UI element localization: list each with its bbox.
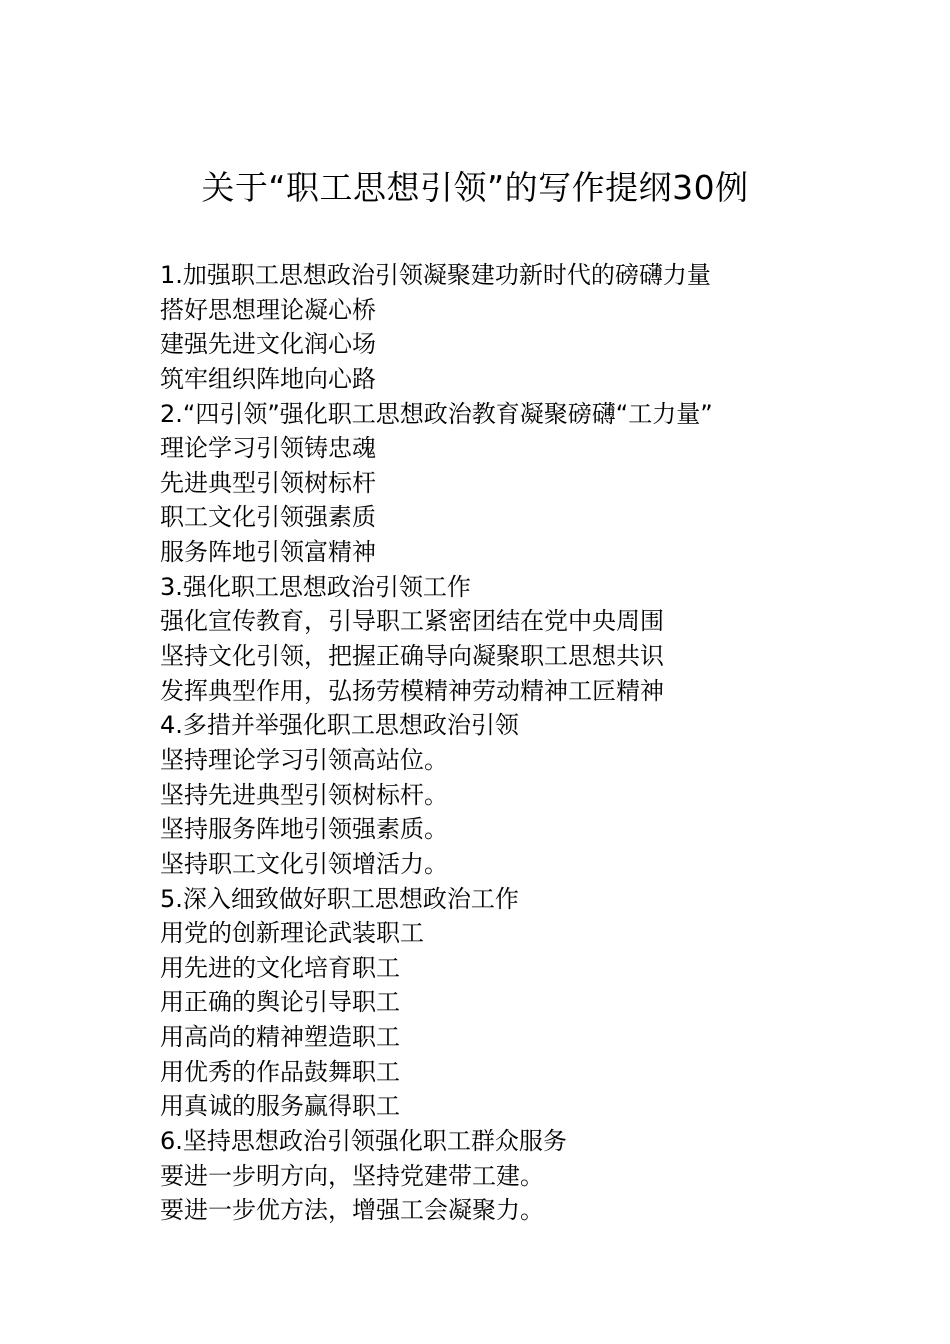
outline-line: 坚持理论学习引领高站位。 <box>160 745 448 774</box>
outline-line: 3.强化职工思想政治引领工作 <box>160 572 471 601</box>
outline-line: 用先进的文化培育职工 <box>160 953 400 982</box>
outline-line: 要进一步优方法，增强工会凝聚力。 <box>160 1196 544 1225</box>
outline-line: 建强先进文化润心场 <box>160 330 376 359</box>
outline-line: 强化宣传教育，引导职工紧密团结在党中央周围 <box>160 607 664 636</box>
outline-line: 用党的创新理论武装职工 <box>160 919 424 948</box>
outline-line: 发挥典型作用，弘扬劳模精神劳动精神工匠精神 <box>160 676 664 705</box>
outline-line: 服务阵地引领富精神 <box>160 538 376 567</box>
outline-line: 先进典型引领树标杆 <box>160 468 376 497</box>
outline-line: 1.加强职工思想政治引领凝聚建功新时代的磅礴力量 <box>160 261 711 289</box>
outline-line: 4.多措并举强化职工思想政治引领 <box>160 711 519 740</box>
outline-line: 用真诚的服务赢得职工 <box>160 1092 400 1121</box>
document-title: 关于“职工思想引领”的写作提纲30例 <box>201 168 749 207</box>
outline-line: 6.坚持思想政治引领强化职工群众服务 <box>160 1127 567 1156</box>
outline-line: 5.深入细致做好职工思想政治工作 <box>160 884 519 913</box>
outline-line: 坚持服务阵地引领强素质。 <box>160 815 448 844</box>
outline-line: 用正确的舆论引导职工 <box>160 988 400 1017</box>
outline-line: 筑牢组织阵地向心路 <box>160 364 376 393</box>
outline-list <box>160 258 920 1228</box>
outline-line: 坚持文化引领，把握正确导向凝聚职工思想共识 <box>160 642 664 671</box>
outline-line: 要进一步明方向，坚持党建带工建。 <box>160 1161 544 1190</box>
outline-line: 职工文化引领强素质 <box>160 503 376 532</box>
outline-line: 搭好思想理论凝心桥 <box>160 295 376 324</box>
outline-line: 坚持先进典型引领树标杆。 <box>160 780 448 809</box>
outline-line: 理论学习引领铸忠魂 <box>160 434 376 463</box>
outline-line: 坚持职工文化引领增活力。 <box>160 849 448 878</box>
outline-line: 用优秀的作品鼓舞职工 <box>160 1057 400 1086</box>
outline-line: 用高尚的精神塑造职工 <box>160 1023 400 1052</box>
outline-line: 2.“四引领”强化职工思想政治教育凝聚磅礴“工力量” <box>160 399 713 428</box>
